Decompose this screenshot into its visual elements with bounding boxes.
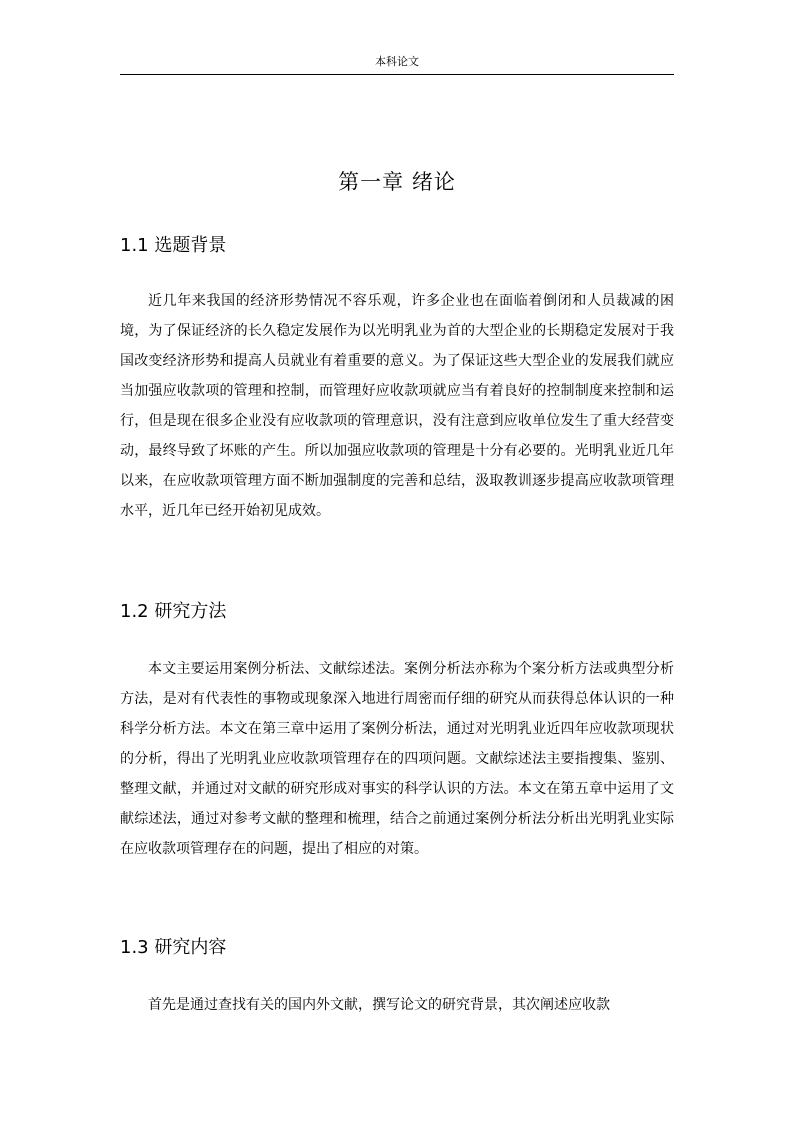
section-heading-content: 1.3 研究内容 — [120, 937, 227, 958]
section-heading-methods: 1.2 研究方法 — [120, 601, 227, 622]
paragraph-background: 近几年来我国的经济形势情况不容乐观，许多企业也在面临着倒闭和人员裁减的困境，为了保证经济的长久稳定发展作为以光明乳业为首的大型企业的长期稳定发展对于我国改变经济形势和提高人员就业有着重要的意义。为了保证这些大型企业的发展我们就应当加强应收款项的管理和控制，而管理好应收款项就应当有着良好的控制制度来控制和运行，但是现在很多企业没有应收款项的管理意识，没有注意到应收单位发生了重大经营变动，最终导致了坏账的产生。所以加强应收款项的管理是十分有必要的。光明乳业近几年以来，在应收款项管理方面不断加强制度的完善和总结，汲取教训逐步提高应收款项管理水平，近几年已经开始初见成效。 — [120, 293, 674, 519]
running-title: 本科论文 — [375, 55, 419, 68]
section-heading-background: 1.1 选题背景 — [120, 235, 227, 256]
paragraph-methods: 本文主要运用案例分析法、文献综述法。案例分析法亦称为个案分析方法或典型分析方法，是对有代表性的事物或现象深入地进行周密而仔细的研究从而获得总体认识的一种科学分析方法。本文在第三章中运用了案例分析法，通过对光明乳业近四年应收款项现状的分析，得出了光明乳业应收款项管理存在的四项问题。文献综述法主要指搜集、鉴别、整理文献，并通过对文献的研究形成对事实的科学认识的方法。本文在第五章中运用了文献综述法，通过对参考文献的整理和梳理，结合之前通过案例分析法分析出光明乳业实际在应收款项管理存在的问题，提出了相应的对策。 — [120, 661, 674, 857]
page-header — [120, 52, 674, 75]
chapter-title: 第一章 绪论 — [338, 170, 456, 194]
paragraph-content: 首先是通过查找有关的国内外文献，撰写论文的研究背景，其次阐述应收款 — [148, 997, 610, 1013]
